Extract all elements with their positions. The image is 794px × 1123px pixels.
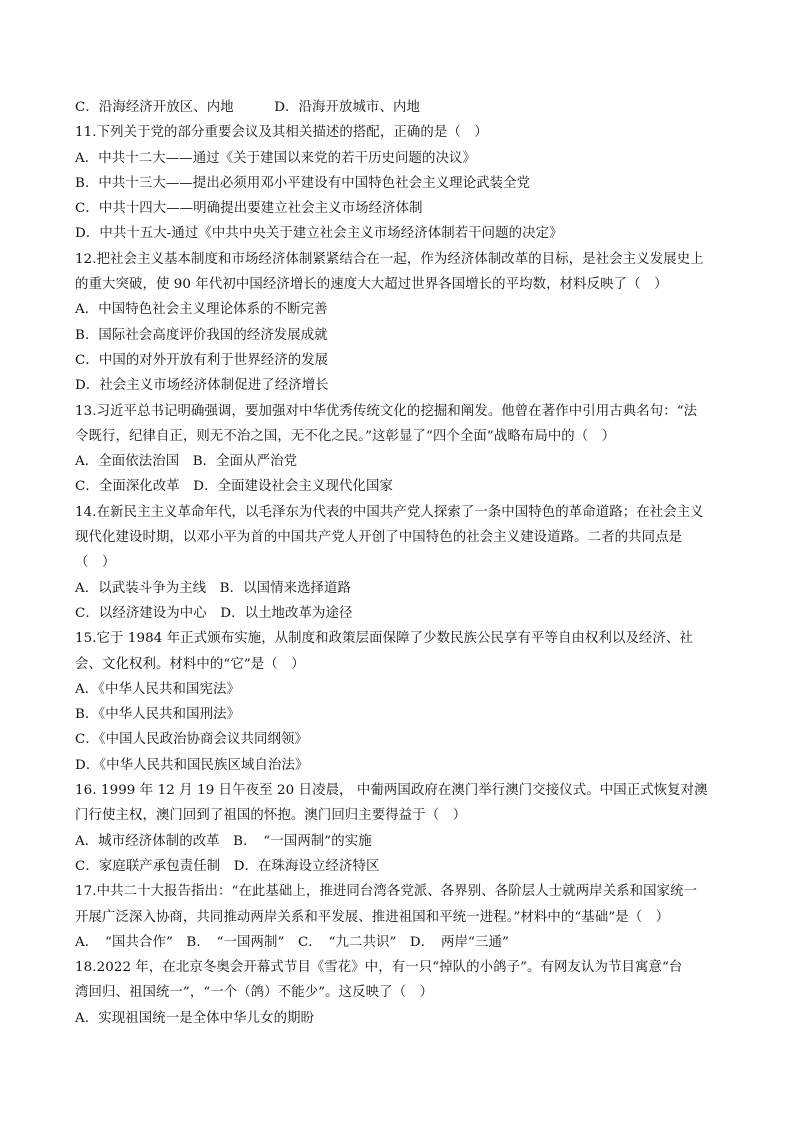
text-line: 11.下列关于党的部分重要会议及其相关描述的搭配，正确的是（ ） [75,125,488,141]
text-line: 16. 1999 年 12 月 19 日午夜至 20 日凌晨， 中葡两国政府在澳门举行澳门交接仪式。中国正式恢复对澳 [75,783,708,799]
text-line: 的重大突破，使 90 年代初中国经济增长的速度大大超过世界各国增长的平均数，材料反映了（ ） [75,277,668,293]
text-line: B．《中华人民共和国刑法》 [75,707,241,723]
text-line: 会、文化权利。材料中的“它”是（ ） [75,656,305,672]
text-line: A．中国特色社会主义理论体系的不断完善 [75,302,328,318]
text-line: A． “国共合作” B． “一国两制” C． “九二共识” D． 两岸“三通” [75,934,509,950]
text-line: 现代化建设时期，以邓小平为首的中国共产党人开创了中国特色的社会主义建设道路。二者的共同点是 [75,530,683,546]
text-line: C．以经济建设为中心 D．以土地改革为途径 [75,605,353,621]
text-line: C．中国的对外开放有利于世界经济的发展 [75,352,329,368]
text-line: 12.把社会主义基本制度和市场经济体制紧紧结合在一起，作为经济体制改革的目标，是社会主义发展史上 [75,251,704,267]
text-line: A．实现祖国统一是全体中华儿女的期盼 [75,1010,315,1026]
text-line: A．城市经济体制的改革 B． “一国两制”的实施 [75,833,372,849]
text-line: 湾回归、祖国统一”，“一个（鸽）不能少”。这反映了（ ） [75,985,434,1001]
text-line: 18.2022 年，在北京冬奥会开幕式节目《雪花》中，有一只“掉队的小鸽子”。有网友认为节目寓意“台 [75,960,683,976]
text-line: A．中共十二大——通过《关于建国以来党的若干历史问题的决议》 [75,150,476,166]
text-line: C．全面深化改革 D．全面建设社会主义现代化国家 [75,479,393,495]
text-line: C．《中国人民政治协商会议共同纲领》 [75,732,308,748]
text-line: D．《中华人民共和国民族区域自治法》 [75,757,309,773]
text-line: A．《中华人民共和国宪法》 [75,681,240,697]
text-line: 门行使主权，澳门回到了祖国的怀抱。澳门回归主要得益于（ ） [75,808,467,824]
text-line: C．沿海经济开放区、内地 D．沿海开放城市、内地 [75,100,420,115]
text-line: A．全面依法治国 B．全面从严治党 [75,454,298,470]
text-line: （ ） [75,555,116,571]
question-text-block [75,95,725,1031]
text-line: D．中共十五大-通过《中共中央关于建立社会主义市场经济体制若干问题的决定》 [75,226,563,242]
text-line: C．中共十四大——明确提出要建立社会主义市场经济体制 [75,201,423,217]
text-line: B．中共十三大——提出必须用邓小平建设有中国特色社会主义理论武装全党 [75,175,531,191]
text-line: 14.在新民主主义革命年代，以毛泽东为代表的中国共产党人探索了一条中国特色的革命道路；在社会主义 [75,504,704,520]
text-line: 令既行，纪律自正，则无不治之国，无不化之民。”这彰显了“四个全面”战略布局中的（ ） [75,428,616,444]
text-line: B．国际社会高度评价我国的经济发展成就 [75,327,328,343]
text-line: 17.中共二十大报告指出：“在此基础上，推进同台湾各党派、各界别、各阶层人士就两岸关系和国家统一 [75,884,698,900]
text-line: 开展广泛深入协商，共同推动两岸关系和平发展、推进祖国和平统一进程。”材料中的“基础”是（ ） [75,909,670,925]
text-line: 15.它于 1984 年正式颁布实施，从制度和政策层面保障了少数民族公民享有平等自由权利以及经济、社 [75,631,693,647]
text-line: C．家庭联产承包责任制 D．在珠海设立经济特区 [75,858,380,874]
text-line: 13.习近平总书记明确强调，要加强对中华优秀传统文化的挖掘和阐发。他曾在著作中引用古典名句：“法 [75,403,698,419]
text-line: A．以武装斗争为主线 B．以国情来选择道路 [75,580,352,596]
text-line: D．社会主义市场经济体制促进了经济增长 [75,378,329,394]
